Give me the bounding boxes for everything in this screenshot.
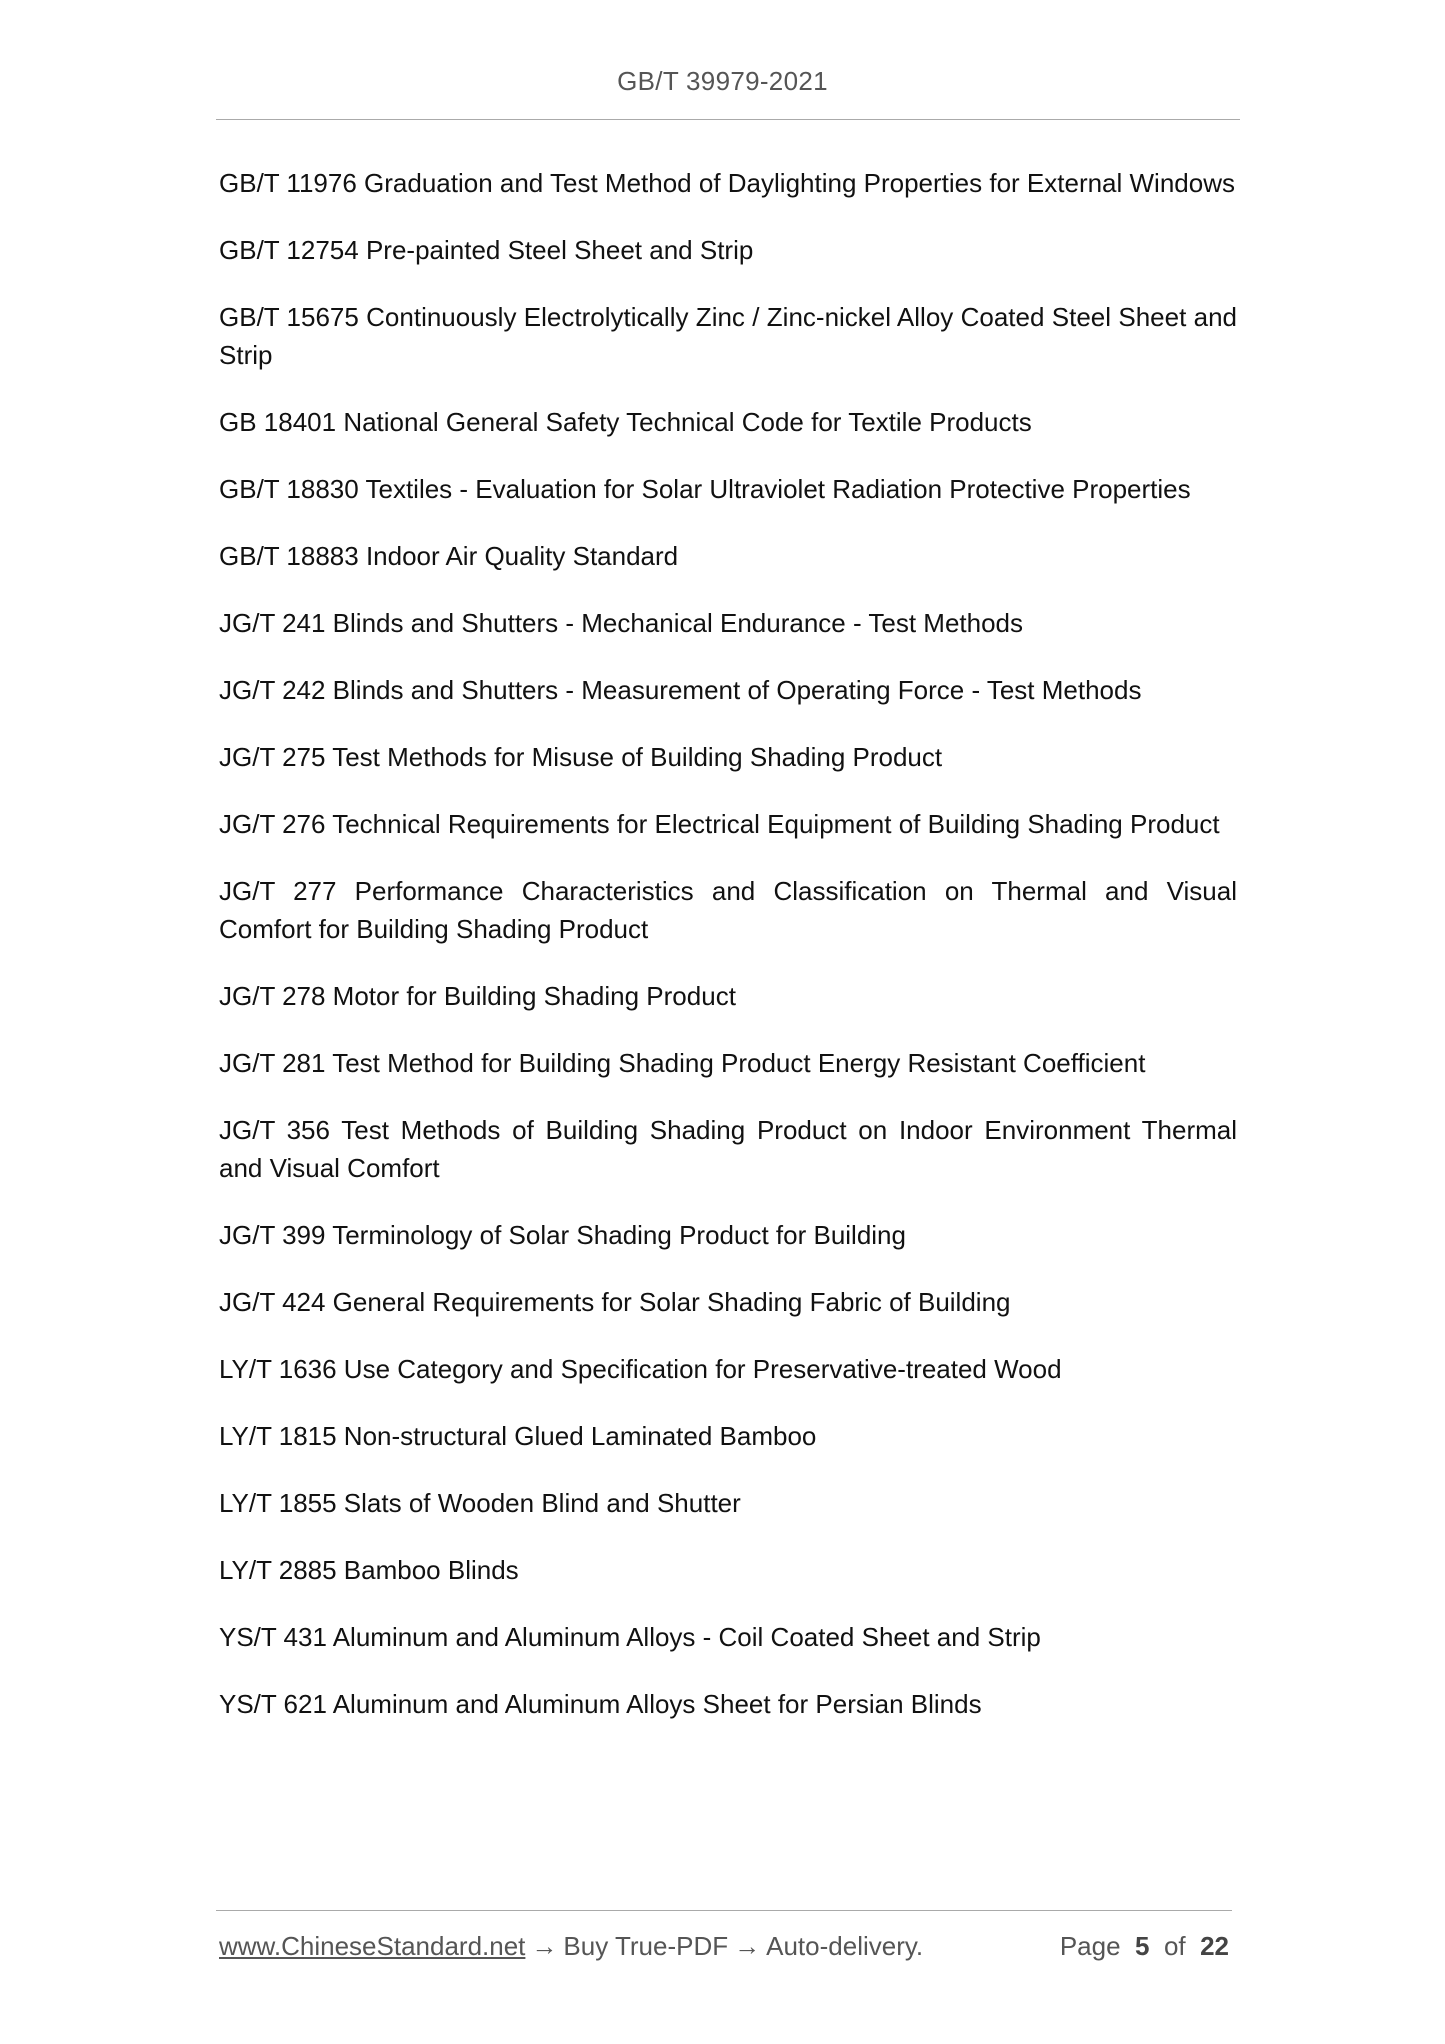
reference-item: GB/T 15675 Continuously Electrolytically Zinc / Zinc-nickel Alloy Coated Steel Sheet and Strip — [219, 302, 1237, 370]
reference-item: JG/T 275 Test Methods for Misuse of Building Shading Product — [219, 742, 943, 772]
reference-item: LY/T 1636 Use Category and Specification for Preservative-treated Wood — [219, 1354, 1062, 1384]
page-current: 5 — [1135, 1931, 1150, 1961]
page-number — [1060, 1931, 1229, 1962]
footer-promo — [219, 1931, 923, 1962]
delivery-text: Auto-delivery. — [766, 1931, 924, 1961]
reference-item: YS/T 621 Aluminum and Aluminum Alloys Sheet for Persian Blinds — [219, 1689, 982, 1719]
reference-item: JG/T 241 Blinds and Shutters - Mechanical Endurance - Test Methods — [219, 608, 1024, 638]
buy-text: Buy True-PDF — [563, 1931, 729, 1961]
reference-item: LY/T 1815 Non-structural Glued Laminated Bamboo — [219, 1421, 817, 1451]
reference-item: GB/T 11976 Graduation and Test Method of Daylighting Properties for External Windows — [219, 168, 1235, 198]
normative-references-list — [219, 164, 1237, 1752]
header-divider — [216, 119, 1240, 120]
footer-divider — [216, 1910, 1232, 1911]
arrow-right-icon: → — [734, 1931, 761, 1961]
page-label: Page — [1059, 1931, 1121, 1961]
arrow-right-icon: → — [531, 1931, 558, 1961]
reference-item: JG/T 277 Performance Characteristics and Classification on Thermal and Visual Comfort for Building Shading Product — [219, 876, 1237, 944]
reference-item: LY/T 2885 Bamboo Blinds — [219, 1555, 519, 1585]
reference-item: YS/T 431 Aluminum and Aluminum Alloys - Coil Coated Sheet and Strip — [219, 1622, 1041, 1652]
reference-item: JG/T 399 Terminology of Solar Shading Product for Building — [219, 1220, 906, 1250]
reference-item: GB/T 18883 Indoor Air Quality Standard — [219, 541, 679, 571]
website-link[interactable]: www.ChineseStandard.net — [219, 1931, 526, 1961]
reference-item: JG/T 424 General Requirements for Solar Shading Fabric of Building — [219, 1287, 1011, 1317]
reference-item: JG/T 276 Technical Requirements for Electrical Equipment of Building Shading Product — [219, 809, 1220, 839]
reference-item: GB/T 18830 Textiles - Evaluation for Solar Ultraviolet Radiation Protective Properties — [219, 474, 1191, 504]
page-header-title: GB/T 39979-2021 — [617, 66, 828, 96]
reference-item: GB 18401 National General Safety Technical Code for Textile Products — [219, 407, 1032, 437]
reference-item: JG/T 356 Test Methods of Building Shading Product on Indoor Environment Thermal and Visual Comfort — [219, 1115, 1237, 1183]
page-total: 22 — [1200, 1931, 1229, 1961]
reference-item: JG/T 281 Test Method for Building Shading Product Energy Resistant Coefficient — [219, 1048, 1146, 1078]
reference-item: LY/T 1855 Slats of Wooden Blind and Shutter — [219, 1488, 741, 1518]
page-of: of — [1163, 1931, 1186, 1961]
reference-item: JG/T 278 Motor for Building Shading Product — [219, 981, 736, 1011]
reference-item: JG/T 242 Blinds and Shutters - Measurement of Operating Force - Test Methods — [219, 675, 1142, 705]
reference-item: GB/T 12754 Pre-painted Steel Sheet and Strip — [219, 235, 754, 265]
